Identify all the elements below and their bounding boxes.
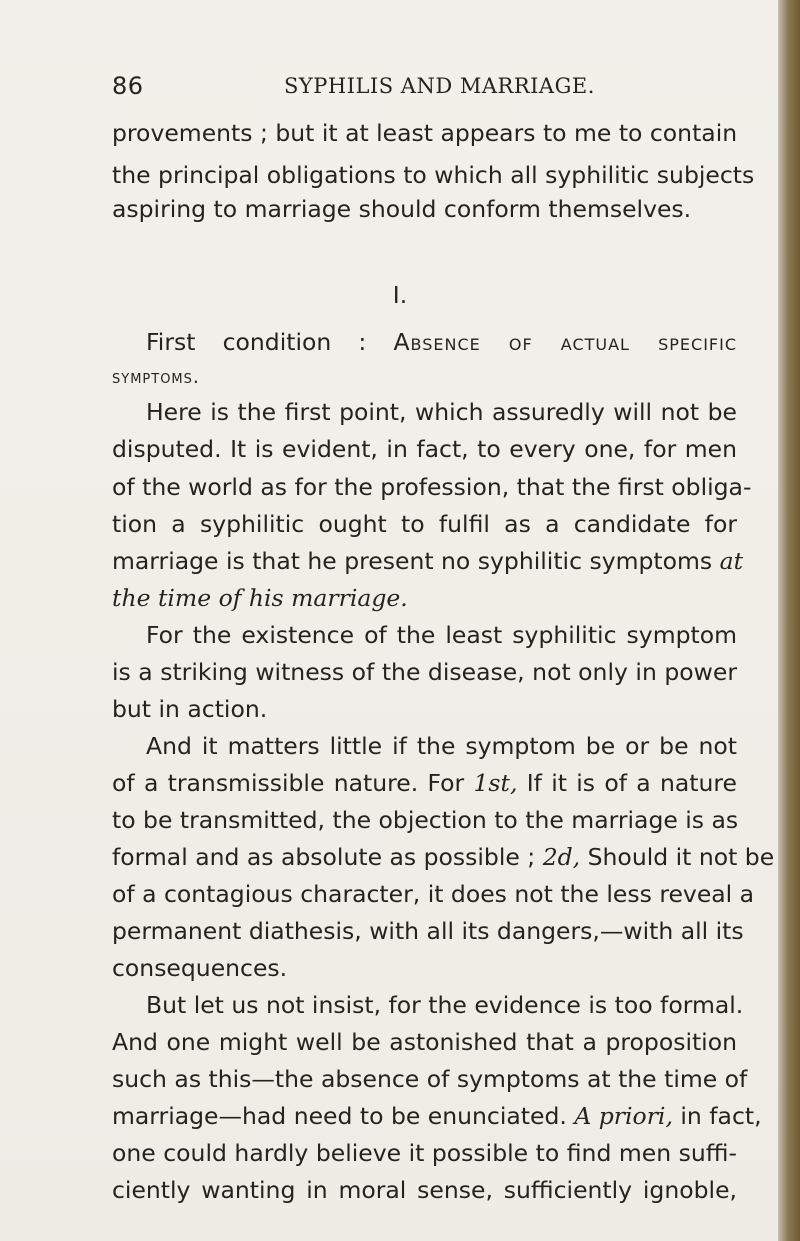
text-line: And one might well be astonished that a proposition bbox=[112, 1028, 737, 1056]
text-line bbox=[112, 581, 737, 615]
text-line: Here is the first point, which assuredly will not be bbox=[146, 398, 737, 426]
text-line: disputed. It is evident, in fact, to every one, for men bbox=[112, 435, 737, 463]
page-number: 86 bbox=[112, 72, 144, 100]
running-header bbox=[112, 72, 632, 106]
text-line: consequences. bbox=[112, 954, 288, 982]
condition-heading bbox=[146, 325, 737, 359]
text-line: of the world as for the profession, that the first obliga- bbox=[112, 473, 752, 501]
text-line: the principal obligations to which all syphilitic subjects bbox=[112, 161, 755, 189]
italic-text: 2d, bbox=[542, 843, 581, 871]
condition-title: Absence of actual specific bbox=[393, 328, 738, 356]
text-line: aspiring to marriage should conform themselves. bbox=[112, 195, 692, 223]
condition-label: First condition : bbox=[146, 328, 394, 356]
italic-text: 1st, bbox=[473, 769, 518, 797]
text-line: And it matters little if the symptom be or be not bbox=[146, 732, 737, 760]
text-line: of a contagious character, it does not the less reveal a bbox=[112, 880, 755, 908]
italic-text: the time of his marriage. bbox=[112, 584, 408, 612]
running-title: SYPHILIS AND MARRIAGE. bbox=[284, 74, 595, 98]
text-line: but in action. bbox=[112, 695, 268, 723]
italic-text: at bbox=[719, 547, 744, 575]
page-edge-shadow bbox=[778, 0, 800, 1241]
text-line: of a transmissible nature. For 1st, If it is of a nature bbox=[112, 769, 737, 797]
text-line: one could hardly believe it possible to find men suffi- bbox=[112, 1139, 737, 1167]
condition-title-end: symptoms. bbox=[112, 366, 200, 388]
text-line: to be transmitted, the objection to the marriage is as bbox=[112, 806, 739, 834]
text-line: tion a syphilitic ought to fulfil as a candidate for bbox=[112, 510, 737, 538]
text-line: marriage is that he present no syphilitic symptoms at bbox=[112, 547, 744, 575]
text-line: But let us not insist, for the evidence is too formal. bbox=[146, 991, 744, 1019]
text-line: formal and as absolute as possible ; 2d, Should it not be bbox=[112, 843, 775, 871]
text-line: marriage—had need to be enunciated. A priori, in fact, bbox=[112, 1102, 762, 1130]
text-line: For the existence of the least syphilitic symptom bbox=[146, 621, 737, 649]
text-line: provements ; but it at least appears to me to contain bbox=[112, 119, 738, 147]
section-numeral: I. bbox=[392, 281, 408, 309]
text-line: such as this—the absence of symptoms at the time of bbox=[112, 1065, 748, 1093]
italic-text: A priori, bbox=[574, 1102, 673, 1130]
text-line: permanent diathesis, with all its dangers,—with all its bbox=[112, 917, 744, 945]
text-line: ciently wanting in moral sense, sufficiently ignoble, bbox=[112, 1176, 737, 1204]
text-line: is a striking witness of the disease, not only in power bbox=[112, 658, 737, 686]
